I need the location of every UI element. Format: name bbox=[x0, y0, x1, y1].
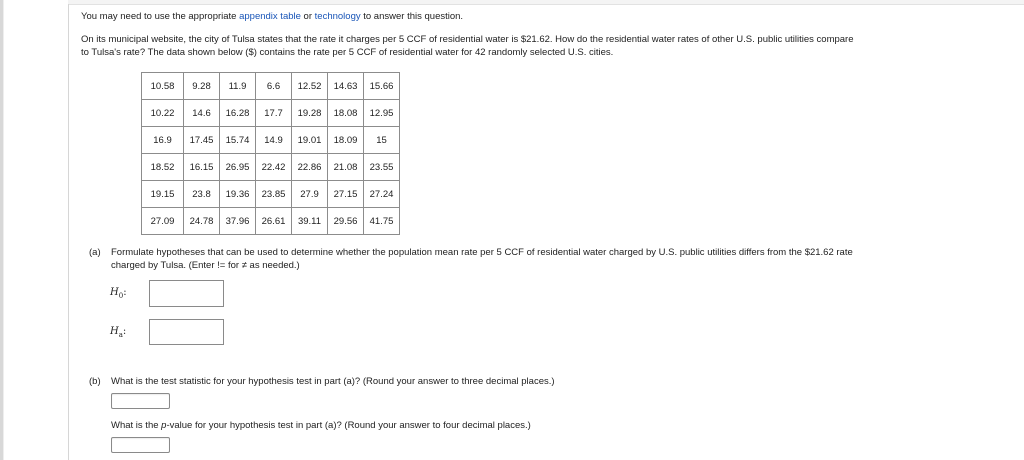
table-cell: 27.24 bbox=[364, 181, 400, 208]
table-cell: 37.96 bbox=[220, 208, 256, 235]
part-b-question-2: What is the p-value for your hypothesis test in part (a)? (Round your answer to four decimal places.) bbox=[111, 420, 531, 431]
table-cell: 18.52 bbox=[142, 154, 184, 181]
table-row bbox=[142, 181, 400, 208]
table-cell: 24.78 bbox=[184, 208, 220, 235]
table-cell: 17.45 bbox=[184, 127, 220, 154]
table-cell: 18.09 bbox=[328, 127, 364, 154]
technology-link[interactable]: technology bbox=[314, 11, 361, 22]
table-cell: 19.01 bbox=[292, 127, 328, 154]
table-cell: 27.15 bbox=[328, 181, 364, 208]
table-cell: 23.55 bbox=[364, 154, 400, 181]
table-cell: 19.15 bbox=[142, 181, 184, 208]
table-row bbox=[142, 100, 400, 127]
ha-label: $H_a$: bbox=[110, 326, 127, 339]
table-cell: 11.9 bbox=[220, 73, 256, 100]
table-row bbox=[142, 127, 400, 154]
water-rates-table bbox=[141, 72, 400, 235]
table-cell: 29.56 bbox=[328, 208, 364, 235]
part-b-question-1: What is the test statistic for your hypothesis test in part (a)? (Round your answer to three decimal places.) bbox=[111, 376, 555, 387]
h0-label: $H_0$: bbox=[110, 287, 127, 300]
table-cell: 12.95 bbox=[364, 100, 400, 127]
table-cell: 15 bbox=[364, 127, 400, 154]
left-window-edge-inner bbox=[3, 0, 4, 460]
table-cell: 27.09 bbox=[142, 208, 184, 235]
table-cell: 16.15 bbox=[184, 154, 220, 181]
table-row bbox=[142, 154, 400, 181]
table-cell: 9.28 bbox=[184, 73, 220, 100]
table-cell: 22.42 bbox=[256, 154, 292, 181]
test-statistic-input[interactable] bbox=[111, 393, 170, 409]
table-cell: 14.9 bbox=[256, 127, 292, 154]
h0-input[interactable] bbox=[149, 280, 224, 307]
part-a-label: (a) bbox=[89, 247, 101, 258]
table-cell: 10.58 bbox=[142, 73, 184, 100]
table-cell: 12.52 bbox=[292, 73, 328, 100]
table-cell: 14.63 bbox=[328, 73, 364, 100]
table-cell: 23.8 bbox=[184, 181, 220, 208]
intro-suffix: to answer this question. bbox=[360, 11, 464, 22]
table-cell: 41.75 bbox=[364, 208, 400, 235]
table-cell: 21.08 bbox=[328, 154, 364, 181]
table-cell: 15.74 bbox=[220, 127, 256, 154]
table-cell: 22.86 bbox=[292, 154, 328, 181]
problem-line-1: On its municipal website, the city of Tulsa states that the rate it charges per 5 CCF of residential water is $21.62. How do the residential water rates of other U.S. public utilities compare bbox=[81, 34, 854, 45]
p-value-input[interactable] bbox=[111, 437, 170, 453]
intro-prefix: You may need to use the appropriate bbox=[81, 11, 240, 22]
intro-text bbox=[81, 10, 463, 23]
part-b-label: (b) bbox=[89, 376, 101, 387]
table-cell: 23.85 bbox=[256, 181, 292, 208]
appendix-table-link[interactable]: appendix table bbox=[239, 11, 301, 22]
part-a-line-2: charged by Tulsa. (Enter != for ≠ as needed.) bbox=[111, 260, 300, 271]
table-cell: 6.6 bbox=[256, 73, 292, 100]
table-cell: 27.9 bbox=[292, 181, 328, 208]
intro-mid: or bbox=[300, 11, 315, 22]
problem-line-2: to Tulsa's rate? The data shown below ($) contains the rate per 5 CCF of residential water for 42 randomly selected U.S. cities. bbox=[81, 47, 614, 58]
table-cell: 26.95 bbox=[220, 154, 256, 181]
table-row bbox=[142, 73, 400, 100]
table-cell: 14.6 bbox=[184, 100, 220, 127]
table-cell: 19.28 bbox=[292, 100, 328, 127]
part-a-line-1: Formulate hypotheses that can be used to determine whether the population mean rate per 5 CCF of residential water charged by U.S. public utilities differs from the $21.62 rate bbox=[111, 247, 853, 258]
table-cell: 17.7 bbox=[256, 100, 292, 127]
table-cell: 39.11 bbox=[292, 208, 328, 235]
table-cell: 15.66 bbox=[364, 73, 400, 100]
table-cell: 16.9 bbox=[142, 127, 184, 154]
table-cell: 16.28 bbox=[220, 100, 256, 127]
ha-input[interactable] bbox=[149, 319, 224, 345]
table-cell: 19.36 bbox=[220, 181, 256, 208]
table-cell: 26.61 bbox=[256, 208, 292, 235]
table-row bbox=[142, 208, 400, 235]
table-cell: 18.08 bbox=[328, 100, 364, 127]
table-cell: 10.22 bbox=[142, 100, 184, 127]
